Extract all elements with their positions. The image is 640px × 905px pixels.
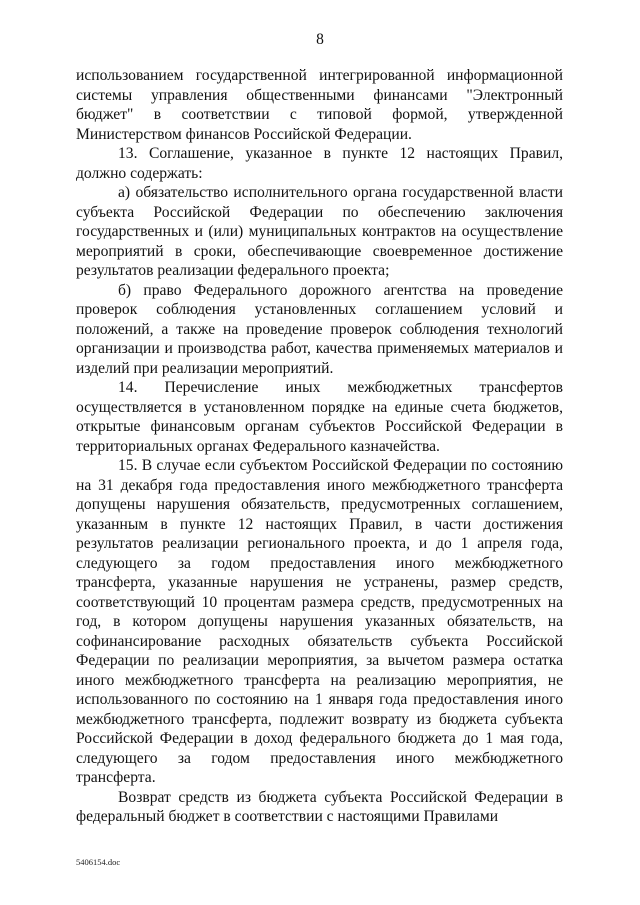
paragraph-continuation: использованием государственной интегрированной информационной системы управления общественными финансами "Электронный бюджет" в соответствии с типовой формой, утвержденной Министерством финансов Российской Федерации. — [76, 67, 563, 143]
paragraph-subitem-a: а) обязательство исполнительного органа государственной власти субъекта Российской Федерации по обеспечению заключения государственных и (или) муниципальных контрактов на осуществление мероприятий в сроки, обеспечивающие своевременное достижение результатов реализации федерального проекта; — [76, 184, 563, 279]
paragraph-item-15: 15. В случае если субъектом Российской Федерации по состоянию на 31 декабря года предоставления иного межбюджетного трансферта допущены нарушения обязательств, предусмотренных соглашением, указанным в пункте 12 настоящих Правил, в части достижения результатов реализации регионального проекта, и до 1 апреля года, следующего за годом предоставления иного межбюджетного трансферта, указанные нарушения не устранены, размер средств, соответствующий 10 процентам размера средств, предусмотренных на год, в котором допущены нарушения указанных обязательств, на софинансирование расходных обязательств субъекта Российской Федерации по реализации мероприятия, за вычетом размера остатка иного межбюджетного трансферта на реализацию мероприятия, не использованного по состоянию на 1 января года предоставления иного межбюджетного трансферта, подлежит возврату из бюджета субъекта Российской Федерации в доход федерального бюджета до 1 мая года, следующего за годом предоставления иного межбюджетного трансферта. — [76, 457, 563, 786]
paragraph-item-13: 13. Соглашение, указанное в пункте 12 настоящих Правил, должно содержать: — [76, 145, 563, 182]
paragraph-refund: Возврат средств из бюджета субъекта Российской Федерации в федеральный бюджет в соответствии с настоящими Правилами — [76, 788, 563, 825]
paragraph-item-14: 14. Перечисление иных межбюджетных трансфертов осуществляется в установленном порядке на единые счета бюджетов, открытые финансовым органам субъектов Российской Федерации в территориальных органах Федерального казначейства. — [76, 379, 563, 455]
footer-file-code: 5406154.doc — [76, 857, 121, 867]
paragraph-subitem-b: б) право Федерального дорожного агентства на проведение проверок соблюдения установленных соглашением условий и положений, а также на проведение проверок соблюдения технологий организации и производства работ, качества применяемых материалов и изделий при реализации мероприятий. — [76, 281, 563, 377]
document-body — [76, 66, 563, 827]
page-number: 8 — [316, 31, 324, 48]
